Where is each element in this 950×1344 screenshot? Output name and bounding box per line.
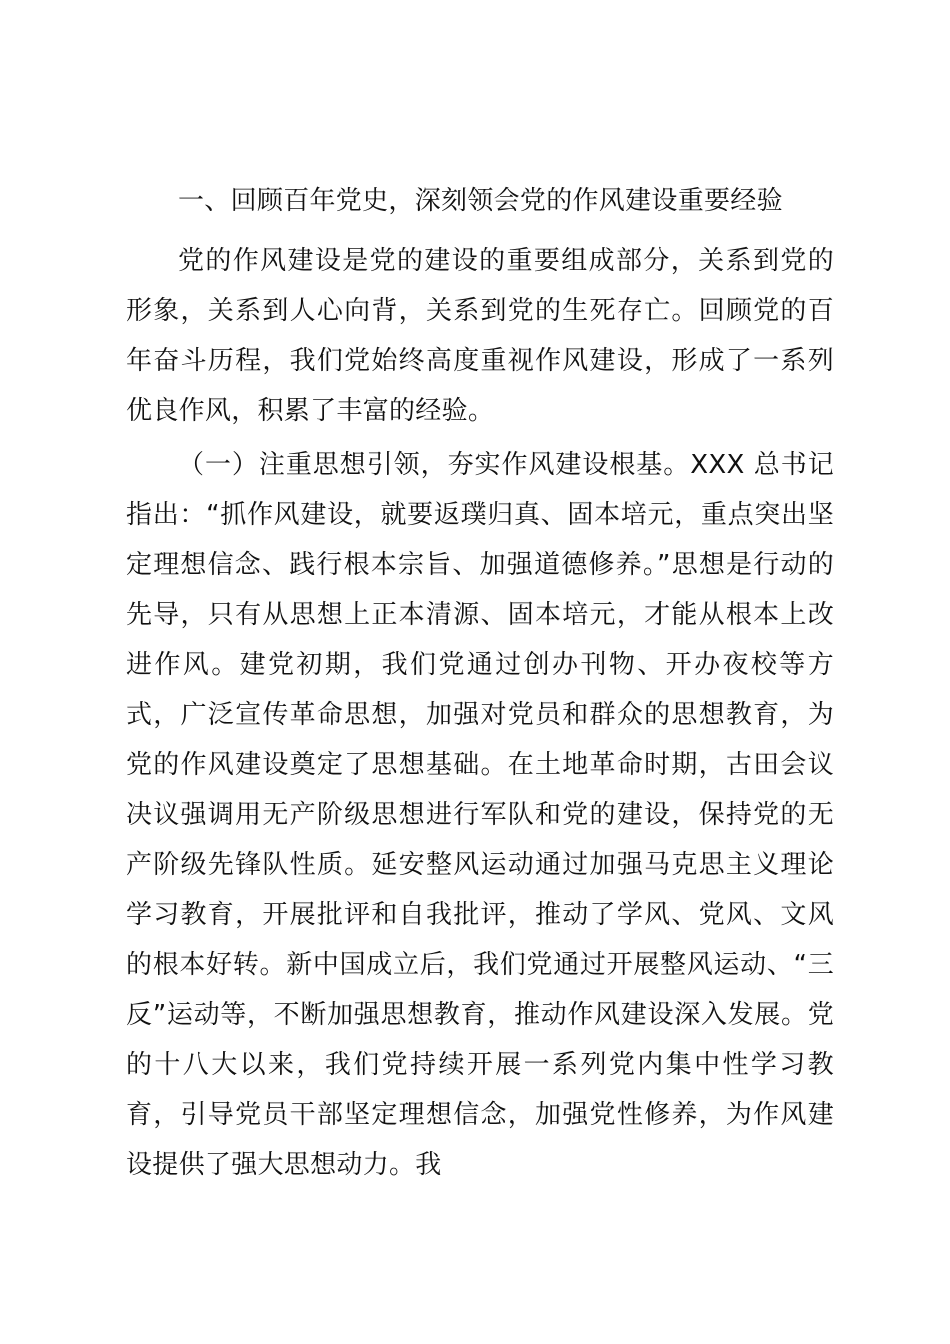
document-body	[126, 176, 834, 1194]
paragraph-ideological-guidance: （一）注重思想引领，夯实作风建设根基。XXX 总书记指出：“抓作风建设，就要返璞归真、固本培元，重点突出坚定理想信念、践行根本宗旨、加强道德修养。”思想是行动的先导，只有从思想上正本清源、固本培元，才能从根本上改进作风。建党初期，我们党通过创办刊物、开办夜校等方式，广泛宣传革命思想，加强对党员和群众的思想教育，为党的作风建设奠定了思想基础。在土地革命时期，古田会议决议强调用无产阶级思想进行军队和党的建设，保持党的无产阶级先锋队性质。延安整风运动通过加强马克思主义理论学习教育，开展批评和自我批评，推动了学风、党风、文风的根本好转。新中国成立后，我们党通过开展整风运动、“三反”运动等，不断加强思想教育，推动作风建设深入发展。党的十八大以来，我们党持续开展一系列党内集中性学习教育，引导党员干部坚定理想信念，加强党性修养，为作风建设提供了强大思想动力。我	[126, 450, 834, 1180]
paragraph-intro: 党的作风建设是党的建设的重要组成部分，关系到党的形象，关系到人心向背，关系到党的生死存亡。回顾党的百年奋斗历程，我们党始终高度重视作风建设，形成了一系列优良作风，积累了丰富的经验。	[126, 246, 834, 426]
section-heading: 一、回顾百年党史，深刻领会党的作风建设重要经验	[178, 186, 783, 216]
